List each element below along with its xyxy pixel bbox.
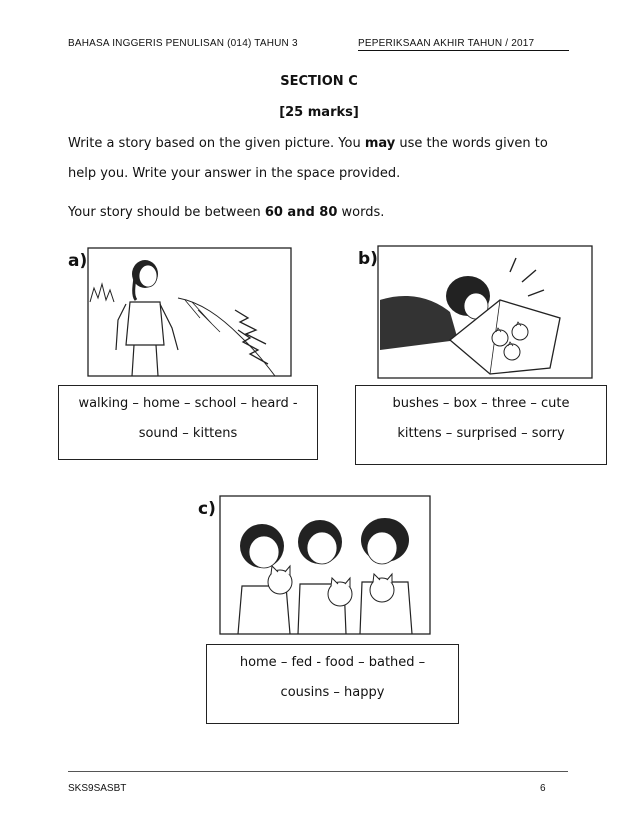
word-box-a-line-2: sound – kittens xyxy=(138,426,238,441)
picture-b-label: b) xyxy=(358,249,378,269)
word-count-range: 60 and 80 xyxy=(264,205,338,220)
picture-c-cousins-with-kittens xyxy=(190,490,440,640)
instruction-line-1 xyxy=(68,136,548,151)
header-right: PEPERIKSAAN AKHIR TAHUN / 2017 xyxy=(358,38,569,51)
word-box-c-line-1: home – fed - food – bathed – xyxy=(239,655,426,670)
section-marks: [25 marks] xyxy=(279,105,359,120)
footer-left: SKS9SASBT xyxy=(68,783,127,794)
picture-a-label: a) xyxy=(68,251,88,271)
instruction-line-2: help you. Write your answer in the space provided. xyxy=(68,166,401,181)
word-box-a-line-1: walking – home – school – heard - xyxy=(78,396,298,411)
word-box-c-line-2: cousins – happy xyxy=(280,685,385,700)
instruction-text: Write a story based on the given picture. You xyxy=(68,136,365,151)
word-box-a xyxy=(58,385,318,460)
word-box-c xyxy=(206,644,459,724)
instruction-bold-may: may xyxy=(364,136,396,151)
word-box-b xyxy=(355,385,607,465)
picture-c-label: c) xyxy=(198,499,216,519)
picture-a-girl-walking xyxy=(60,240,295,380)
word-box-b-line-1: bushes – box – three – cute xyxy=(392,396,570,411)
footer-rule xyxy=(68,771,568,772)
picture-b-girl-finds-kittens-box xyxy=(350,240,600,380)
header-left: BAHASA INGGERIS PENULISAN (014) TAHUN 3 xyxy=(68,38,298,49)
word-box-b-line-2: kittens – surprised – sorry xyxy=(397,426,565,441)
page-number: 6 xyxy=(540,783,546,794)
instruction-text: words. xyxy=(337,205,385,220)
section-title: SECTION C xyxy=(280,74,358,89)
instruction-text: use the words given to xyxy=(395,136,548,151)
instruction-line-3 xyxy=(68,205,384,220)
instruction-text: Your story should be between xyxy=(68,205,265,220)
